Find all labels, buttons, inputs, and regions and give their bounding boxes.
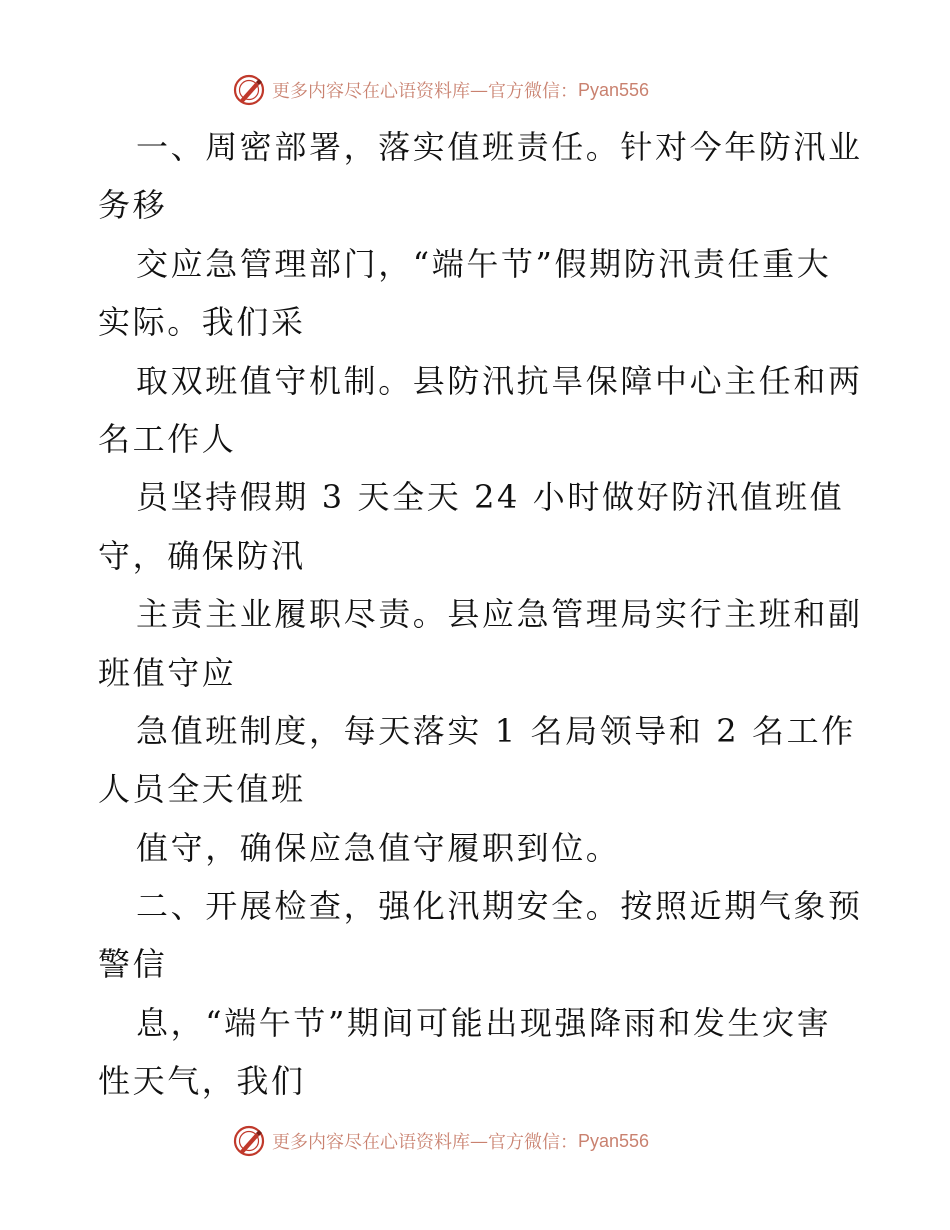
text-line: 班值守应 bbox=[98, 653, 237, 692]
document-body bbox=[98, 118, 863, 1111]
text-line: 名工作人 bbox=[98, 419, 237, 458]
header-watermark bbox=[232, 72, 649, 108]
text-line: 息，“端午节”期间可能出现强降雨和发生灾害 bbox=[136, 1003, 832, 1042]
text-line: 性天气，我们 bbox=[98, 1062, 306, 1101]
text-line: 值守，确保应急值守履职到位。 bbox=[136, 828, 621, 867]
text-line: 急值班制度，每天落实 1 名局领导和 2 名工作 bbox=[136, 711, 856, 750]
watermark-wechat-id: Pyan556 bbox=[578, 79, 650, 100]
watermark-wechat-id: Pyan556 bbox=[578, 1130, 650, 1151]
watermark-wechat-label: 官方微信： bbox=[488, 1132, 578, 1153]
text-line: 员坚持假期 3 天全天 24 小时做好防汛值班值 bbox=[136, 478, 845, 517]
pen-seal-icon bbox=[232, 73, 266, 107]
watermark-wechat-label: 官方微信： bbox=[488, 81, 578, 102]
text-line: 警信 bbox=[98, 945, 168, 984]
footer-watermark bbox=[232, 1123, 649, 1159]
watermark-site-text: 更多内容尽在心语资料库 bbox=[272, 1132, 470, 1153]
text-line: 守，确保防汛 bbox=[98, 536, 306, 575]
text-line: 取双班值守机制。县防汛抗旱保障中心主任和两 bbox=[136, 361, 863, 400]
text-line: 务移 bbox=[98, 186, 168, 225]
watermark-site-text: 更多内容尽在心语资料库 bbox=[272, 81, 470, 102]
text-line: 人员全天值班 bbox=[98, 770, 306, 809]
watermark-dash: — bbox=[470, 79, 488, 101]
text-line: 二、开展检查，强化汛期安全。按照近期气象预 bbox=[136, 887, 863, 926]
pen-seal-icon bbox=[232, 1124, 266, 1158]
text-line: 实际。我们采 bbox=[98, 303, 306, 342]
text-line: 主责主业履职尽责。县应急管理局实行主班和副 bbox=[136, 595, 863, 634]
text-line: 一、周密部署，落实值班责任。针对今年防汛业 bbox=[136, 128, 863, 166]
text-line: 交应急管理部门，“端午节”假期防汛责任重大 bbox=[136, 244, 832, 283]
watermark-dash: — bbox=[470, 1130, 488, 1152]
